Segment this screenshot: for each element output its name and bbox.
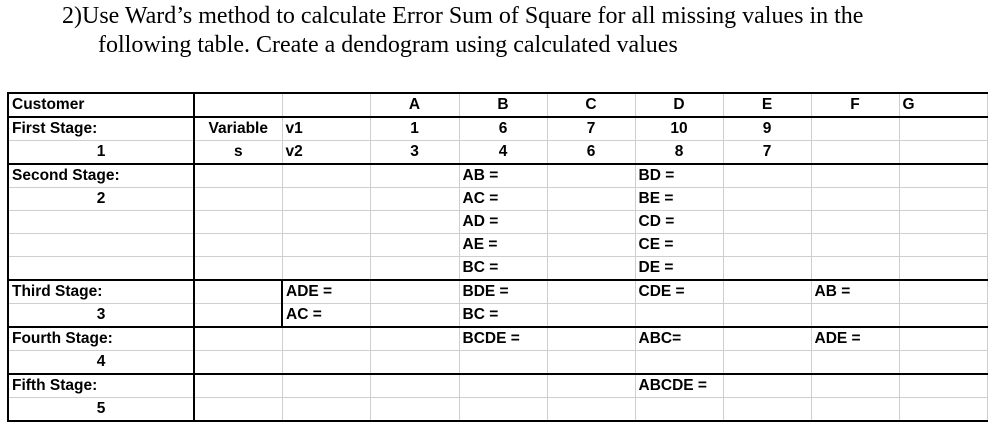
second-stage-b-2: AD = [459,211,547,234]
second-stage-d-3: CE = [635,234,723,257]
v1-label: v1 [282,117,370,141]
fourth-stage-label: Fourth Stage: [8,327,194,351]
second-stage-b-4: BC = [459,257,547,281]
second-stage-b-3: AE = [459,234,547,257]
table-row-first-stage-v1 [8,117,987,141]
variables-label-a: Variable [194,117,282,141]
v1-b: 6 [459,117,547,141]
fourth-stage-number: 4 [8,351,194,375]
v1-e: 9 [723,117,811,141]
v2-d: 8 [635,141,723,165]
second-stage-d-2: CD = [635,211,723,234]
second-stage-label: Second Stage: [8,164,194,188]
table-row-third-stage-1 [8,280,987,304]
table-row-second-stage-4 [8,234,987,257]
table-row-second-stage-2 [8,188,987,211]
second-stage-b-0: AB = [459,164,547,188]
third-stage-label: Third Stage: [8,280,194,304]
third-stage-number: 3 [8,304,194,328]
fifth-stage-label: Fifth Stage: [8,374,194,398]
first-stage-label: First Stage: [8,117,194,141]
v1-c: 7 [547,117,635,141]
ward-method-table [7,92,988,422]
column-header-b: B [459,93,547,117]
v1-a: 1 [370,117,459,141]
question-line-2: following table. Create a dendogram using calculated values [98,32,678,58]
table-row-fifth-stage-2 [8,398,987,422]
third-stage-d-0: CDE = [635,280,723,304]
v2-a: 3 [370,141,459,165]
column-header-f: F [811,93,899,117]
table-row-fourth-stage-1 [8,327,987,351]
table-row-second-stage-3 [8,211,987,234]
question-line-1: 2)Use Ward’s method to calculate Error Sum of Square for all missing values in the [62,3,864,29]
fifth-stage-d: ABCDE = [635,374,723,398]
table-row-first-stage-v2 [8,141,987,165]
v1-d: 10 [635,117,723,141]
second-stage-number: 2 [8,188,194,211]
column-header-c: C [547,93,635,117]
variables-label-b: s [194,141,282,165]
fourth-stage-d: ABC= [635,327,723,351]
v2-c: 6 [547,141,635,165]
second-stage-d-4: DE = [635,257,723,281]
table-row-header [8,93,987,117]
fourth-stage-f: ADE = [811,327,899,351]
column-header-g: G [899,93,987,117]
column-header-a: A [370,93,459,117]
table-row-fifth-stage-1 [8,374,987,398]
v2-b: 4 [459,141,547,165]
first-stage-number: 1 [8,141,194,165]
third-stage-v-0: ADE = [282,280,370,304]
table-row-second-stage-1 [8,164,987,188]
second-stage-b-1: AC = [459,188,547,211]
second-stage-d-1: BE = [635,188,723,211]
third-stage-f-0: AB = [811,280,899,304]
table-row-fourth-stage-2 [8,351,987,375]
second-stage-d-0: BD = [635,164,723,188]
v2-e: 7 [723,141,811,165]
question-text [62,2,992,60]
fourth-stage-b: BCDE = [459,327,547,351]
customer-label: Customer [8,93,194,117]
column-header-d: D [635,93,723,117]
third-stage-b-1: BC = [459,304,547,328]
third-stage-b-0: BDE = [459,280,547,304]
v2-label: v2 [282,141,370,165]
third-stage-v-1: AC = [282,304,370,328]
table-row-second-stage-5 [8,257,987,281]
column-header-e: E [723,93,811,117]
fifth-stage-number: 5 [8,398,194,422]
table-row-third-stage-2 [8,304,987,328]
